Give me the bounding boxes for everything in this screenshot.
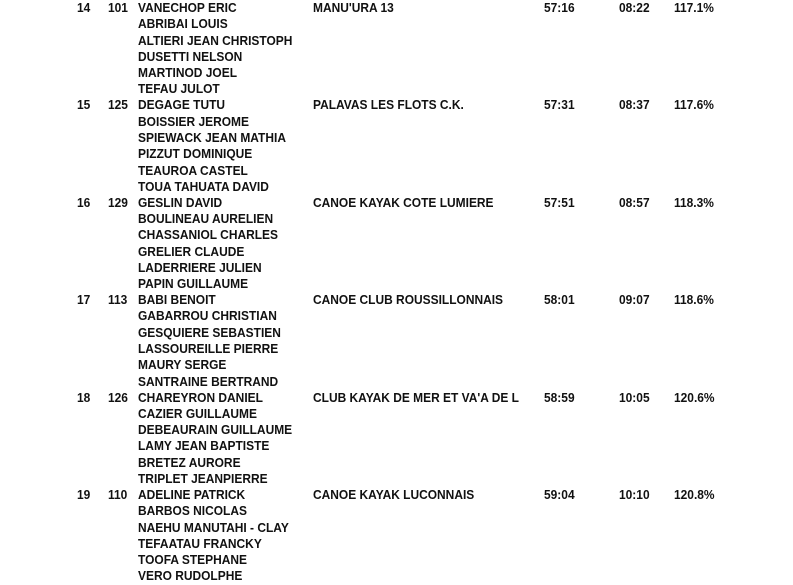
bib-number-cell: 110 (108, 486, 128, 502)
crew-member: LASSOUREILLE PIERRE (138, 341, 279, 357)
crew-member: NAEHU MANUTAHI - CLAY (138, 519, 289, 535)
crew-member: VERO RUDOLPHE (138, 568, 243, 584)
club-name-cell: CLUB KAYAK DE MER ET VA'A DE L (313, 389, 519, 405)
rank-cell: 14 (77, 0, 91, 15)
crew-member: TEFAATAU FRANCKY (138, 535, 262, 551)
time-gap-cell: 08:57 (619, 194, 650, 210)
rank-cell: 18 (77, 389, 91, 405)
crew-list (138, 97, 286, 195)
club-name-cell: PALAVAS LES FLOTS C.K. (313, 97, 464, 113)
bib-number-cell: 101 (108, 0, 128, 15)
crew-member: BARBOS NICOLAS (138, 503, 247, 519)
result-row (0, 487, 793, 584)
time-gap-cell: 09:07 (619, 292, 650, 308)
crew-member: TOOFA STEPHANE (138, 552, 247, 568)
percent-cell: 117.1% (674, 0, 714, 15)
crew-member: LAMY JEAN BAPTISTE (138, 438, 270, 454)
club-name-cell: MANU'URA 13 (313, 0, 394, 15)
crew-member: ABRIBAI LOUIS (138, 16, 228, 32)
crew-member: MARTINOD JOEL (138, 65, 238, 81)
crew-member: ALTIERI JEAN CHRISTOPH (138, 32, 293, 48)
crew-member: SPIEWACK JEAN MATHIA (138, 129, 286, 145)
result-row (0, 195, 793, 292)
finish-time-cell: 59:04 (544, 486, 575, 502)
bib-number-cell: 126 (108, 389, 128, 405)
rank-cell: 17 (77, 292, 91, 308)
time-gap-cell: 08:37 (619, 97, 650, 113)
crew-list (138, 195, 278, 293)
club-name-cell: CANOE KAYAK LUCONNAIS (313, 486, 475, 502)
rank-cell: 19 (77, 486, 91, 502)
time-gap-cell: 10:10 (619, 486, 650, 502)
crew-member: BRETEZ AURORE (138, 454, 241, 470)
percent-cell: 120.6% (674, 389, 715, 405)
time-gap-cell: 10:05 (619, 389, 650, 405)
finish-time-cell: 57:31 (544, 97, 575, 113)
bib-number-cell: 125 (108, 97, 128, 113)
bib-number-cell: 129 (108, 194, 128, 210)
crew-member: DUSETTI NELSON (138, 48, 243, 64)
rank-cell: 15 (77, 97, 91, 113)
crew-member: GABARROU CHRISTIAN (138, 308, 277, 324)
crew-list (138, 487, 289, 585)
crew-member: SANTRAINE BERTRAND (138, 373, 279, 389)
crew-member: BOULINEAU AURELIEN (138, 211, 274, 227)
crew-member: TEAUROA CASTEL (138, 162, 248, 178)
crew-member: BABI BENOIT (138, 292, 216, 308)
crew-member: CHASSANIOL CHARLES (138, 227, 278, 243)
result-row (0, 292, 793, 389)
crew-member: GRELIER CLAUDE (138, 243, 245, 259)
rank-cell: 16 (77, 194, 91, 210)
finish-time-cell: 57:51 (544, 194, 575, 210)
crew-member: VANECHOP ERIC (138, 0, 237, 15)
crew-member: LADERRIERE JULIEN (138, 259, 262, 275)
crew-list (138, 390, 292, 488)
percent-cell: 117.6% (674, 97, 714, 113)
crew-member: MAURY SERGE (138, 357, 227, 373)
crew-member: GESQUIERE SEBASTIEN (138, 324, 281, 340)
crew-member: PIZZUT DOMINIQUE (138, 146, 253, 162)
result-row (0, 390, 793, 487)
crew-member: PAPIN GUILLAUME (138, 276, 249, 292)
crew-member: BOISSIER JEROME (138, 113, 249, 129)
club-name-cell: CANOE CLUB ROUSSILLONNAIS (313, 292, 504, 308)
crew-member: GESLIN DAVID (138, 194, 223, 210)
finish-time-cell: 58:59 (544, 389, 575, 405)
percent-cell: 118.6% (674, 292, 714, 308)
finish-time-cell: 57:16 (544, 0, 575, 15)
crew-list (138, 292, 281, 390)
percent-cell: 120.8% (674, 486, 715, 502)
crew-member: DEBEAURAIN GUILLAUME (138, 422, 293, 438)
percent-cell: 118.3% (674, 194, 714, 210)
crew-member: TOUA TAHUATA DAVID (138, 178, 269, 194)
crew-list (138, 0, 292, 98)
time-gap-cell: 08:22 (619, 0, 650, 15)
crew-member: DEGAGE TUTU (138, 97, 226, 113)
crew-member: TEFAU JULOT (138, 81, 220, 97)
finish-time-cell: 58:01 (544, 292, 575, 308)
crew-member: CAZIER GUILLAUME (138, 405, 257, 421)
crew-member: CHAREYRON DANIEL (138, 389, 263, 405)
crew-member: TRIPLET JEANPIERRE (138, 471, 268, 487)
result-row (0, 0, 793, 97)
club-name-cell: CANOE KAYAK COTE LUMIERE (313, 194, 494, 210)
crew-member: ADELINE PATRICK (138, 486, 246, 502)
bib-number-cell: 113 (108, 292, 128, 308)
result-row (0, 97, 793, 194)
